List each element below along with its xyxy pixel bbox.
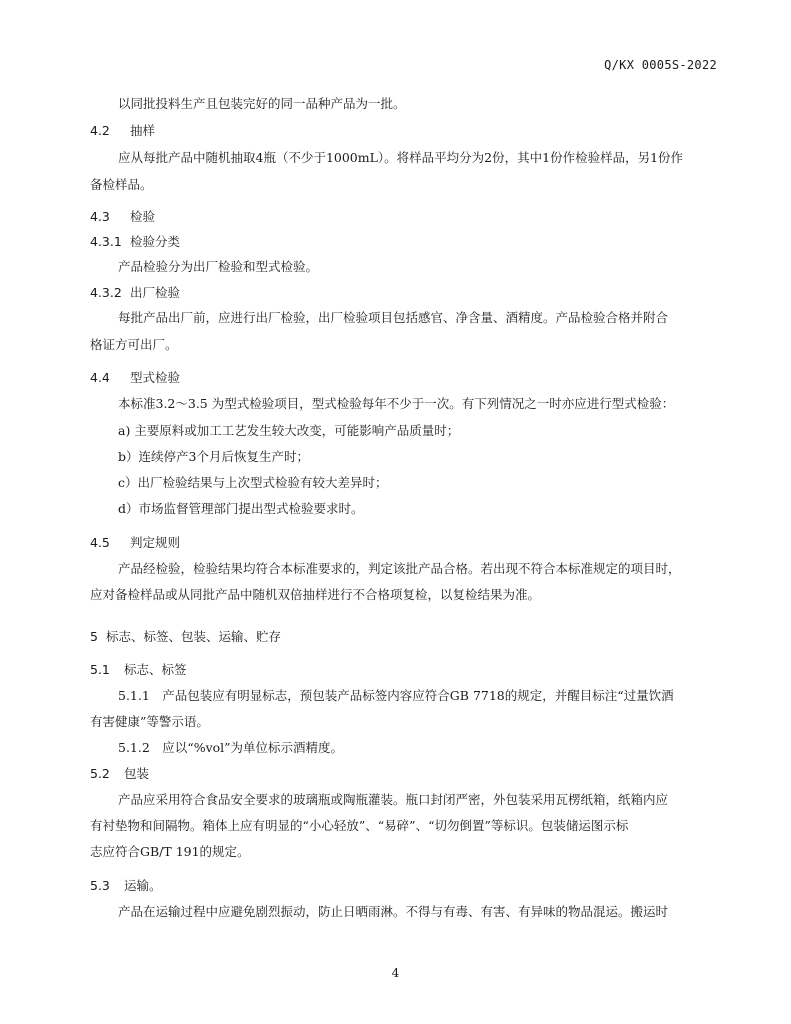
- list-item: d）市场监督管理部门提出型式检验要求时。: [118, 501, 364, 516]
- list-item: b）连续停产3个月后恢复生产时；: [118, 449, 309, 464]
- section-heading-5-3: [90, 876, 162, 894]
- section-heading-5-2: [90, 764, 149, 782]
- section-heading-4-2: [90, 121, 155, 139]
- section-number: 5.3: [90, 878, 110, 893]
- section-number: 4.5: [90, 535, 110, 550]
- section-number: 5.2: [90, 766, 110, 781]
- section-heading-5: [90, 627, 281, 645]
- section-number: 4.3: [90, 209, 110, 224]
- document-code: Q/KX 0005S-2022: [604, 58, 717, 72]
- paragraph-line: 应从每批产品中随机抽取4瓶（不少于1000mL）。将样品平均分为2份，其中1份作检验样品，另1份作: [118, 150, 684, 165]
- section-number: 4.3.2: [90, 285, 122, 300]
- paragraph-line: 产品应采用符合食品安全要求的玻璃瓶或陶瓶灌装。瓶口封闭严密，外包装采用瓦楞纸箱，纸箱内应: [118, 792, 669, 807]
- section-title: 包装: [124, 766, 150, 781]
- paragraph-line: 本标准3.2～3.5 为型式检验项目，型式检验每年不少于一次。有下列情况之一时亦应进行型式检验：: [118, 396, 675, 411]
- section-heading-4-5: [90, 533, 180, 551]
- section-heading-4-3-1: [90, 232, 180, 250]
- section-number: 4.2: [90, 123, 110, 138]
- section-heading-4-3-2: [90, 283, 180, 301]
- paragraph-line: 5.1.1 产品包装应有明显标志，预包装产品标签内容应符合GB 7718的规定，并醒目标注“过量饮酒: [118, 688, 674, 703]
- section-title: 出厂检验: [130, 285, 181, 300]
- section-heading-4-3: [90, 207, 155, 225]
- paragraph-line: 每批产品出厂前，应进行出厂检验，出厂检验项目包括感官、净含量、酒精度。产品检验合格并附合: [118, 310, 669, 325]
- paragraph-line: 产品在运输过程中应避免剧烈振动，防止日晒雨淋。不得与有毒、有害、有异味的物品混运。搬运时: [118, 904, 669, 919]
- list-item: c）出厂检验结果与上次型式检验有较大差异时；: [118, 475, 388, 490]
- section-number: 4.3.1: [90, 234, 122, 249]
- page-number: 4: [391, 966, 400, 980]
- paragraph-line: 5.1.2 应以“%vol”为单位标示酒精度。: [118, 740, 344, 755]
- paragraph-line: 格证方可出厂。: [90, 337, 178, 352]
- section-title: 判定规则: [130, 535, 181, 550]
- section-title: 标志、标签、包装、运输、贮存: [106, 629, 282, 644]
- paragraph-line: 产品经检验，检验结果均符合本标准要求的，判定该批产品合格。若出现不符合本标准规定的项目时，: [118, 561, 681, 576]
- section-title: 检验: [130, 209, 156, 224]
- paragraph-line: 志应符合GB/T 191的规定。: [90, 844, 250, 859]
- paragraph-line: 产品检验分为出厂检验和型式检验。: [118, 259, 319, 274]
- list-item: a) 主要原料或加工工艺发生较大改变，可能影响产品质量时；: [118, 423, 460, 438]
- section-title: 运输。: [124, 878, 162, 893]
- paragraph-line: 以同批投料生产且包装完好的同一品种产品为一批。: [118, 96, 406, 111]
- section-number: 4.4: [90, 370, 110, 385]
- section-title: 型式检验: [130, 370, 181, 385]
- paragraph-line: 有衬垫物和间隔物。箱体上应有明显的“小心轻放”、“易碎”、“切勿倒置”等标识。包装储运图示标: [90, 818, 629, 833]
- section-title: 抽样: [130, 123, 156, 138]
- section-number: 5: [90, 629, 98, 644]
- section-title: 检验分类: [130, 234, 181, 249]
- section-heading-4-4: [90, 368, 180, 386]
- section-title: 标志、标签: [124, 662, 187, 677]
- paragraph-line: 有害健康”等警示语。: [90, 714, 209, 729]
- paragraph-line: 备检样品。: [90, 177, 153, 192]
- section-heading-5-1: [90, 660, 187, 678]
- paragraph-line: 应对备检样品或从同批产品中随机双倍抽样进行不合格项复检，以复检结果为准。: [90, 587, 541, 602]
- section-number: 5.1: [90, 662, 110, 677]
